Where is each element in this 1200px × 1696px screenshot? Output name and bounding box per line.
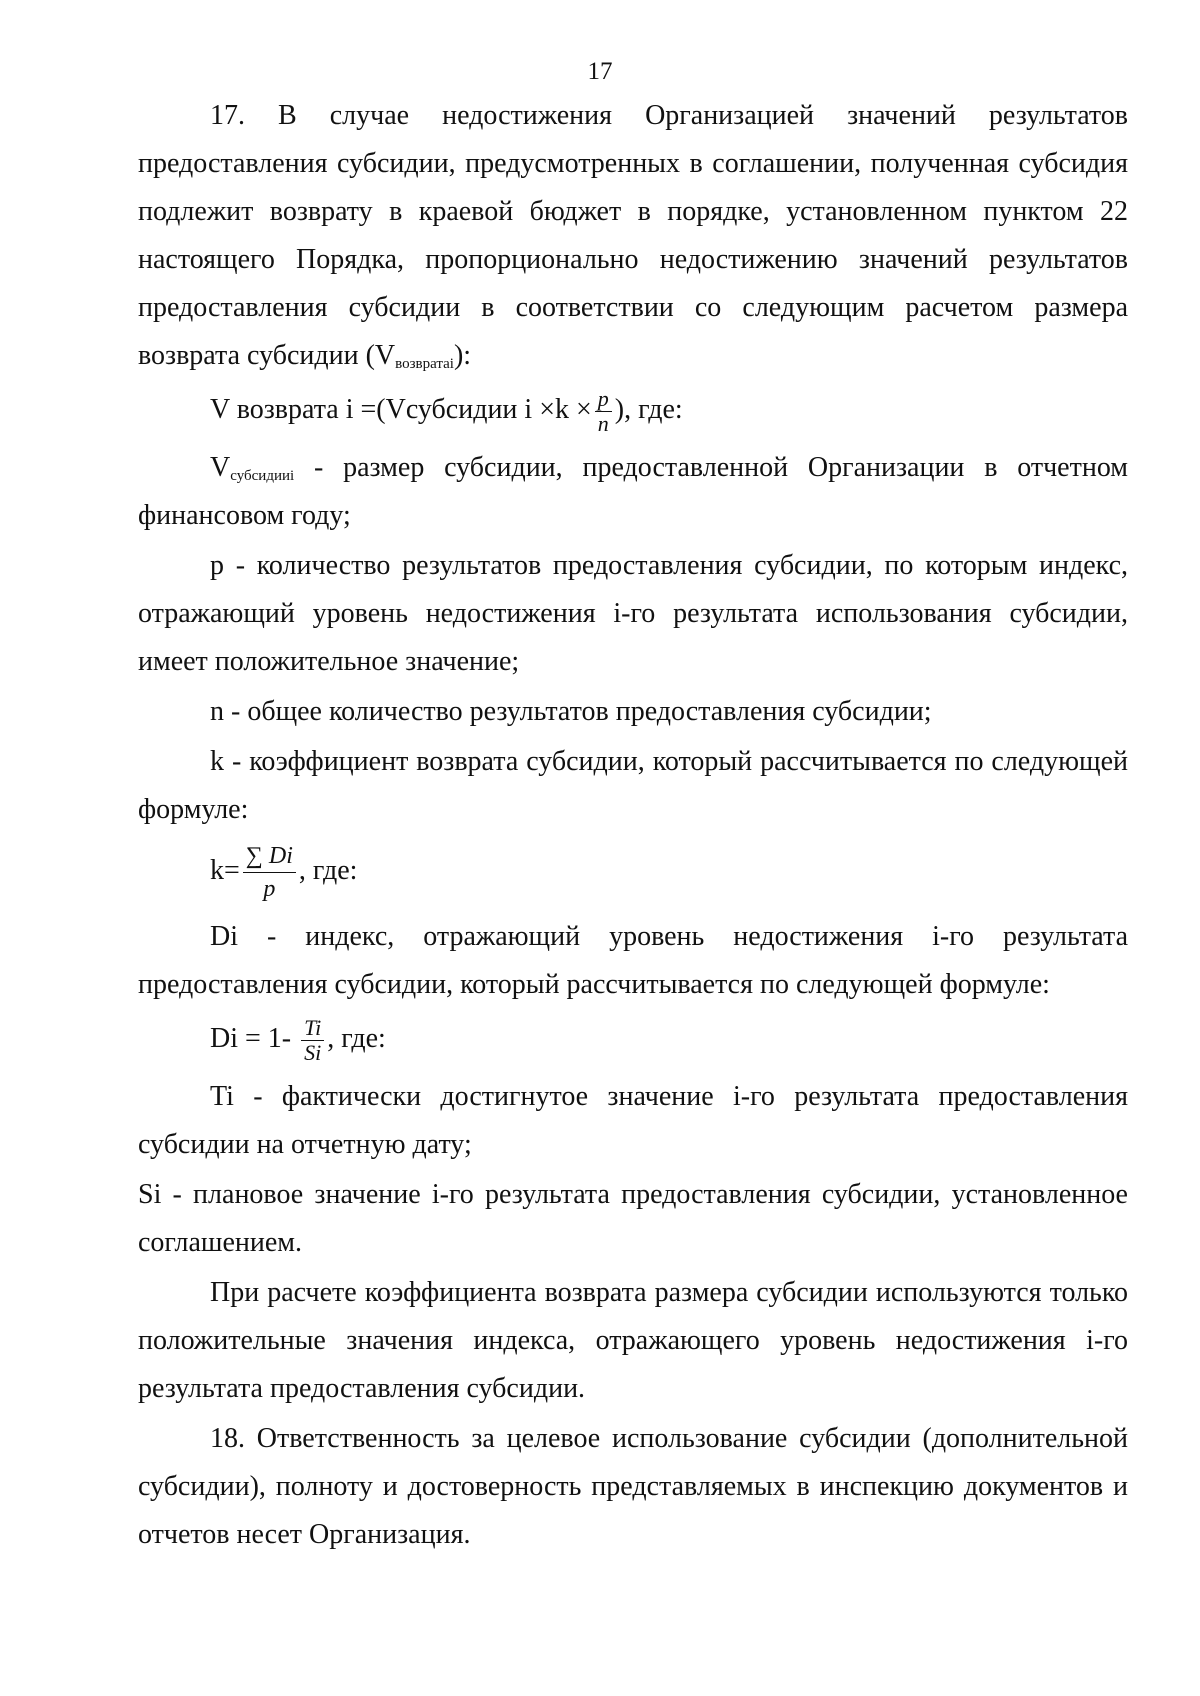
formula-v-rhs: ), где: (614, 394, 683, 425)
formula-k (210, 840, 1128, 905)
paragraph-calculation: При расчете коэффициента возврата размера субсидии используются только положительные значения индекса, отражающего уровень недостижения i-го результата предоставления субсидии. (138, 1277, 1128, 1405)
page-number: 17 (587, 58, 613, 85)
paragraph-17-tail: ): (453, 340, 472, 371)
formula-v-denominator: n (597, 411, 609, 437)
definition-k: k - коэффициент возврата субсидии, который рассчитывается по следующей формуле: (138, 746, 1128, 826)
formula-v-lhs: V возврата i =(Vсубсидии i ×k × (210, 394, 592, 425)
formula-v-return (210, 386, 1128, 436)
formula-di-denominator: Si (304, 1040, 322, 1066)
formula-v-numerator: p (595, 387, 612, 412)
formula-k-rhs: , где: (298, 855, 358, 886)
definition-v-text: - размер субсидии, предоставленной Организации в отчетном финансовом году; (138, 452, 1128, 532)
paragraph-17-text: 17. В случае недостижения Организацией значений результатов предоставления субсидии, предусмотренных в соглашении, полученная субсидия подлежит возврату в краевой бюджет в порядке, установленном пунктом 22 настоящего Порядка, пропорционально недостижению значений результатов предоставления субсидии в соответствии со следующим расчетом размера возврата субсидии (V (138, 100, 1128, 371)
formula-di-lhs: Di = 1- (210, 1023, 299, 1055)
formula-k-denominator: p (263, 876, 276, 903)
definition-v-subscript: субсидииi (230, 468, 295, 485)
formula-di (210, 1015, 1128, 1065)
paragraph-17 (138, 92, 1128, 380)
paragraph-17-subscript: возвратаi (395, 356, 454, 372)
definition-v-symbol: V (210, 452, 231, 484)
formula-v-fraction (595, 387, 612, 436)
formula-di-rhs: , где: (327, 1023, 386, 1055)
definition-n: n - общее количество результатов предоставления субсидии; (210, 696, 932, 728)
paragraph-18: 18. Ответственность за целевое использование субсидии (дополнительной субсидии), полноту и достоверность представляемых в инспекцию документов и отчетов несет Организация. (138, 1423, 1128, 1551)
formula-di-fraction (301, 1016, 324, 1065)
definition-di: Di - индекс, отражающий уровень недостижения i-го результата предоставления субсидии, который рассчитывается по следующей формуле: (138, 921, 1128, 1001)
definition-si: Si - плановое значение i-го результата предоставления субсидии, установленное соглашением. (138, 1179, 1128, 1259)
definition-v-subsidy (138, 444, 1128, 540)
document-body (138, 92, 1128, 1561)
formula-k-fraction (243, 840, 296, 905)
definition-p: p - количество результатов предоставления субсидии, по которым индекс, отражающий уровень недостижения i-го результата использования субсидии, имеет положительное значение; (138, 550, 1128, 678)
definition-ti: Ti - фактически достигнутое значение i-го результата предоставления субсидии на отчетную дату; (138, 1081, 1128, 1161)
formula-k-numerator: ∑ Di (243, 840, 296, 873)
formula-k-lhs: k= (210, 855, 240, 886)
formula-di-numerator: Ti (301, 1016, 324, 1041)
